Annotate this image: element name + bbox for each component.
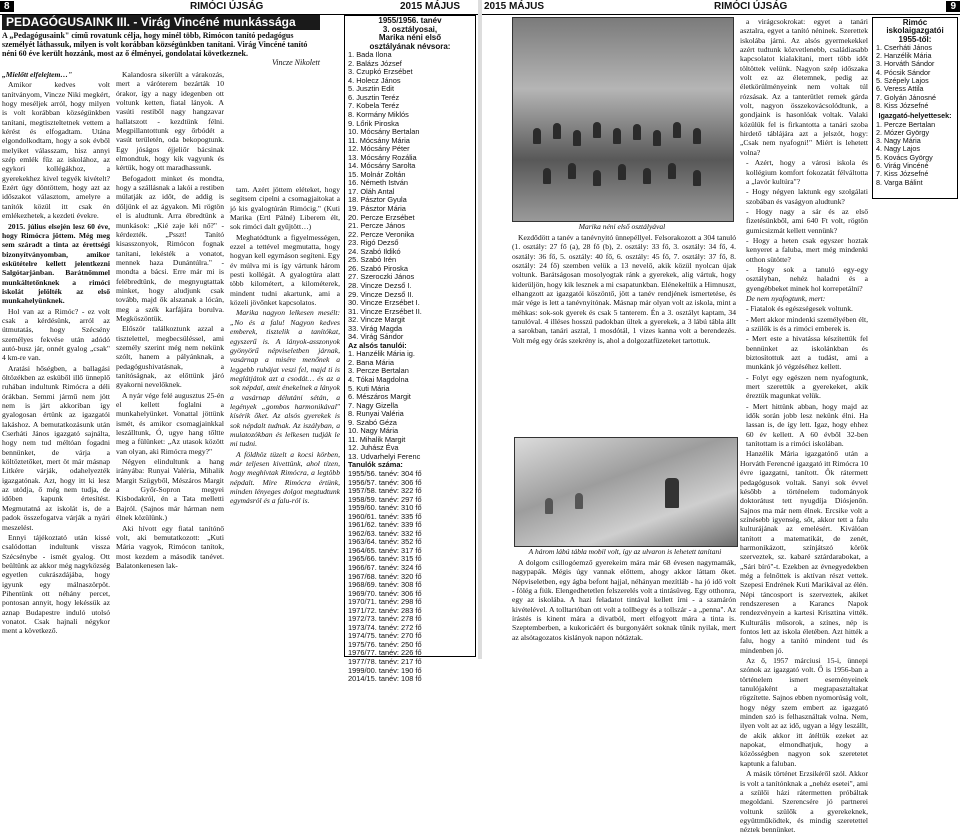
photo-caption: A három lábú tábla mobil volt, így az ulvaron is lehetett tanítani — [528, 547, 722, 556]
box-title-line: osztályának névsora: — [369, 41, 451, 51]
list-entry: 26. Szabó Piroska — [348, 263, 408, 273]
list-entry: 1977/78. tanév: 217 fő — [348, 657, 422, 667]
paragraph: a virágcsokrokat: egyet a tanári asztalra, egyet a tanító néninek. Szerettek iskolába járni. Az alsós gyermekekkel azért tudtunk közvetlenebb, családiasabb kapcsolatot kialakítani, mert több időt töltöttek velünk. Nagyon szép időszaka volt ez az életemnek, pedig az életkörülményeink nem voltak túl rózsásak. Az a tanterütlet remek gárda volt, nagyon összekovácsolódtunk, a gondjaink is hasonlóak voltak. Valaki közülük fel is firkantotta a tanári szoba hirdető táblájára azt a jelszót, hogy: „Csak nem nyafogni!" Miért is lehetett volna? — [740, 17, 868, 157]
student-count-list — [348, 470, 472, 684]
list-entry: 18. Pásztor Gyula — [348, 195, 407, 205]
left-page — [0, 0, 478, 684]
class-list-box — [344, 15, 476, 684]
photo-caption: Marika néni első osztályával — [578, 222, 666, 231]
list-entry: 1999/00. tanév: 190 fő — [348, 665, 422, 675]
paragraph: Kalandosra sikerült a várakozás, mert a váróterem bezárták 10 órakor, így a nagy idegenben ott voltunk ketten, fiatal lányok. A vasúti restiből nagy hangzavar hallatszott - kezdtünk félni. Megpillantottunk egy őrbódét a vasút területén, oda bekopogtunk. Egy jóságos éjjeliőr bácsinak elmondtuk, hogy kik vagyunk és kértük, hogy ott maradhassunk. — [116, 70, 224, 173]
list-entry: 1968/69. tanév: 308 fő — [348, 580, 422, 590]
list-entry: 1. Hanzélik Mária ig. — [348, 349, 415, 359]
list-entry: 5. Jusztin Edit — [348, 84, 395, 94]
list-item: - Fiatalok és egészségesek voltunk. — [746, 304, 853, 314]
list-entry: 5. Kovács György — [876, 152, 933, 162]
list-entry: 2. Bana Mária — [348, 357, 395, 367]
subheading: „Mielőtt elfelejtem…" — [2, 70, 73, 79]
paragraph: Először találkoztunk azzal a tisztelettel, megbecsüléssel, ami személy szerint még nem nekünk szólt, hanem a pályánknak, a pedagógushivatásnak, a tanítóságnak, az előttünk járó gyakorni nevelőknek. — [116, 324, 224, 390]
page-number: 9 — [946, 1, 960, 12]
list-entry: 1966/67. tanév: 324 fő — [348, 563, 422, 572]
list-entry: 21. Percze János — [348, 221, 406, 231]
list-entry: 10. Nagy Mária — [348, 426, 399, 436]
list-entry: 13. Mócsány Rozália — [348, 152, 417, 162]
paragraph: A másik történet Erzsikéről szól. Akkor is volt a tanítónknak a „nehéz esetei", ami a szülői házi rátermetten próbáltak megoldani. Szerencsére jó partnerei voltunk szülők a gyerekeknek, együttműködtek, és mindig szeretettel néztek bennünket. — [740, 769, 868, 835]
list-item: - Hogy nagy a sár és az első fizetésünkből, ami 640 Ft volt, rögtön gumicsizmát kellett vennünk? — [746, 206, 868, 235]
list-entry: 1964/65. tanév: 317 fő — [348, 545, 422, 555]
header-publication: RIMÓCI ÚJSÁG — [714, 1, 788, 12]
list-entry: 16. Németh István — [348, 178, 408, 188]
left-page-header — [0, 0, 478, 15]
paragraph: Hanzélik Mária igazgatónő után a Horváth Ferencné igazgató itt Rimócra 10 évre igazgatni, tanított. Ők rátermett pedagógusok voltak. Sanyi sok évvel később a történelem tudományok doktorátust tett nyugdíja Diósjenőn. Sajnos ma már nem élnek. Ercsike volt a színésebb igyenség, sőt, akkor tett a falu kulturájának az emelésért. Kiválóan tanított a matematikát, de zenét, harmonikázott, színjátszó körök szerveztek, sz. kabaré sztárdarabokat, a „Sári bíró"-t. Ezekben az évnegyedekben még a felnőttek is aktívan részt vettek. Szepesi Endrének Kuti Marikával az élén. Népi táncosport is szerveztek, akiket rendszeresen a Karancs Napok rendezvényein a kartesi Krisztina vitték. Kulturális műsorok, a színes, nép is fontos lett az iskola életében. Azt hitték a falu, hogy a tanító mindent tud és mindenben jó. — [740, 449, 868, 655]
box-title-line: Marika néni első — [378, 33, 442, 43]
list-entry: 7. Nagy Gizella — [348, 400, 399, 410]
list-entry: 1967/68. tanév: 320 fő — [348, 571, 422, 581]
list-entry: 15. Molnár Zoltán — [348, 169, 406, 179]
classroom-photo — [514, 437, 738, 547]
list-entry: 4. Pócsik Sándor — [876, 67, 931, 77]
list-item: - Hogy a heten csak egyszer hoztak kenyeret a faluba, mert még mindenki otthon sütötte? — [746, 235, 868, 264]
teacher-list-title: Az alsós tanulói: — [348, 340, 407, 350]
article-column-2 — [116, 70, 224, 655]
list-entry: 31. Vincze Erzsébet II. — [348, 306, 422, 316]
header-issue: 2015 MÁJUS — [400, 1, 461, 12]
paragraph: tam. Azért jöttem eléteket, hogy segítsem cipelni a csomagjaitokat a jó kis gyalogtúrán Rimócig." (Kuti Marika (Ertl Pálné) Liberem élt, sok rimóci dalt gyűjtött…) — [230, 185, 340, 232]
list-item: - Mert akkor mindenki személyében élt, a szülők is és a rimóci emberek is. — [746, 314, 868, 333]
list-entry: 4. Holecz János — [348, 75, 401, 85]
list-entry: 1955/56. tanév: 304 fő — [348, 468, 422, 478]
list-entry: 4. Tókai Magdolna — [348, 374, 409, 384]
list-entry: 1969/70. tanév: 306 fő — [348, 588, 422, 598]
list-entry: 19. Pásztor Mária — [348, 204, 406, 214]
article-column-1 — [2, 70, 110, 655]
list-entry: 8. Kormány Miklós — [348, 110, 409, 120]
box-title-line: 1955-től: — [898, 34, 932, 44]
list-entry: 13. Udvarhelyi Ferenc — [348, 451, 421, 461]
paragraph: Ennyi tájékoztató után kissé csalódottan indultunk vissza Szécsénybe - ismét gyalog. Ott beültünk az akkor még nagyközség egyetlen cukrászdájába, hogy igyunk egy málnaszörpöt. Pihentünk ott néhány percet, pontosan annyit, hogy lekéssük az aznap Budapestre induló utolsó vonatot. Csak hajnali négykor ment a következő. — [2, 532, 110, 636]
list-entry: 6. Mészáros Margit — [348, 392, 411, 402]
list-entry: 20. Percze Erzsébet — [348, 212, 415, 222]
paragraph: Aratási hőségben, a ballagási öltözékben az esküből illő ünneplő ruhában indultunk Rimócra a déli órákban. Semmi jármű nem jött nem is járt akkoriban így gyalogosan értünk az igazgatói lakáshoz. A bemutatkozásunk után Cserháti János igazgató sajnálta, hogy nem tud méltóan fogadni bennünket, de várja a költöztetőket, mert öt már másnap Litkére várják, odahelyezték igazgatónak. Azt, hogy itt ki lesz az utódja, ő még nem tudja, de időben kapunk értesítést. Megmutatná az iskolát is, de a padok összefogatva várják a nyári meszelést. — [2, 363, 110, 532]
paragraph: Befogadott minket és mondta, hogy a szállásnak a lakói a restiben múlatják az időt, de addig is dőljünk el az ágyakon. Mi rögtön el is aludtunk. Arra ébredtünk a munkások: „Kié zaje kéi nő?" - kérdezték. „Psszt! Tanító kisasszonyok, Rimócon fognak tanítani, lekésték a vonatot, mennek haza Dunántúlra." - mondta a bácsi. Erre már mi is felébredtünk, de megnyugtattak minket, hogy aludjunk csak tovább, majd ők alszanak a lócán, meg a szék karfájára borulva. Megköszöntük. — [116, 173, 224, 323]
list-entry: 29. Vincze Dezső II. — [348, 289, 414, 299]
article-column-3 — [230, 185, 340, 655]
paragraph: 2015. július elsején lesz 60 éve, hogy Rimócra jöttem. Még meg sem száradt a tinta az érettségi bizonyítványomban, amikor eskütételre kellett jelentkezni Salgótarjánban. Barátnőmmel munkáltetőnknek a rimóci iskolát jelölték az első munkahelyünknek. — [2, 221, 110, 306]
paragraph: Az ő, 1957 márciusi 15-i, ünnepi szónok az igazgató volt. Ő is 1956-ban a történelem ismert eseményeinek tanulójaként a megtapasztaltakat rögzítette. Sajnos ebben nyomorúság volt, hogy négy szem embert az igazgató minden szó is felhasználtak volna. Nem, ilyen volt az az idő, ugyan a légy leszállt, de akik akkor itt átéltük ezeket az napokat, elmondhatjuk, hogy a közösségben nagyon sok szeretetet kaptunk a faluban. — [740, 656, 868, 768]
list-entry: 22. Percze Veronika — [348, 229, 415, 239]
paragraph: Négyen elindultunk a hang irányába: Runyai Valéria, Mihalik Margit Szügyből, Mészáros Margit a Győr-Sopron megyei Kisbodakról, én a Tata melletti Bajról. (Sajnos már hárman nem élnek közülünk.) — [116, 457, 224, 523]
list-entry: 3. Horváth Sándor — [876, 59, 935, 69]
list-entry: 1976/77. tanév: 226 fő — [348, 648, 422, 658]
list-entry: 8. Varga Bálint — [876, 177, 923, 187]
box-title-line: 1955/1956. tanév — [378, 16, 442, 25]
list-entry: 3. Percze Bertalan — [348, 366, 409, 376]
page-number: 8 — [0, 1, 14, 12]
list-item: - Hogy sok a tanuló egy-egy osztályban, nehéz haladni és a gyengébbeket minek hol korrepetálni? — [746, 264, 868, 293]
list-entry: 2. Hanzélik Mária — [876, 51, 932, 61]
list-entry: 5. Szépely Lajos — [876, 76, 929, 86]
paragraph: Meghatódtunk a figyelmességen, ezzel a tettével megmutatta, hogy hogyan kell egymáson segíteni. Egy év múlva mi is így vártunk három pesti kollégát. A gyalogtúra alatt több kilométert, a kilométerek, mindent tudni akartunk, ami a közeli jövőnket kapcsolatos. — [230, 232, 340, 308]
paragraph: A dolgom csillogóemző gyerekeim mára már 68 évesen nagymamák, nagypapák. Mégis úgy vannak előttem, ahogy akkor láttam őket. Népviseletben, egy ágba befont hajjal, néhányan mezítláb - ha jó idő volt - fölég a fiúk. Elengedhetetlen felszerelés volt a tintásüveg. Egy otthonra, egy az iskolába. A hazi feladatot tintával kellett írni - a szamárón kivételével. A tolltartóban ott volt a tollbegy és a tollszár - a „penna". Az írástés is kinent mára a divatból, mert elfogyott mára a tinta is. Szeptemberben, a kukoricáért és burgonyáért soknak tűnik nyilak, mert az alsótagozatos kislányok napon nótáztak. — [512, 558, 736, 642]
deputies-list — [876, 121, 954, 187]
article-column-mid-lower — [512, 558, 736, 657]
list-entry: 7. Kiss Józsefné — [876, 169, 929, 179]
list-entry: 1956/57. tanév: 306 fő — [348, 477, 422, 487]
list-entry: 1957/58. tanév: 322 fő — [348, 486, 422, 496]
list-entry: 1. Cserháti János — [876, 42, 932, 52]
list-entry: 1975/76. tanév: 250 fő — [348, 639, 422, 649]
list-entry: 34. Virág Sándor — [348, 332, 404, 342]
list-entry: 25. Szabó Irén — [348, 255, 397, 265]
right-page-header — [482, 0, 960, 15]
list-entry: 7. Golyán Jánosné — [876, 92, 936, 102]
header-issue: 2015 MÁJUS — [484, 1, 545, 12]
list-entry: 1971/72. tanév: 283 fő — [348, 605, 422, 615]
list-entry: 2. Mózer György — [876, 127, 930, 137]
list-entry: 1972/73. tanév: 278 fő — [348, 614, 422, 624]
list-item: - Azért, hogy a városi iskola és kollégium komfort fokozatát félváltotta a „lavór kultúra"? — [746, 158, 868, 186]
list-entry: 23. Rigó Dezső — [348, 238, 399, 248]
list-entry: 14. Mócsány Sarolta — [348, 161, 416, 171]
list-item: - Folyt egy egészen nem nyafogtunk, mert szerettük a gyerekeket, akik éreztük magunkat velük. — [746, 372, 868, 401]
student-list — [348, 51, 472, 342]
article-column-mid — [512, 233, 736, 433]
list-entry: 1958/59. tanév: 297 fő — [348, 494, 422, 504]
directors-list — [876, 44, 954, 110]
paragraph: Aki hívott egy fiatal tanítónő volt, aki bemutatkozott: „Kuti Mária vagyok, Rimócon tanítok, most kezdem a második tanévet. Balatonkenesen lak- — [116, 523, 224, 570]
list-entry: 9. Szabó Géza — [348, 417, 397, 427]
paragraph: Kezdődött a tanév a tanévnyitó ünnepéllyel. Felsorakozott a 304 tanuló (1. osztály: 27 fő (a), 28 fő (b), 2. osztály: 33 fő, 3. osztály: 34 fő, 4. osztály: 36 fő, 5. osztály: 40 fő, 6. osztály: 45 fő, 7. osztály: 37 fő, 8. osztály: 24 fő) szemben velük a 13 nevelő, akik közül nyolcan újak voltunk. Barátságosan mosolyogtak ránk a gyerekek, alig vártuk, hogy kiderüljön, hogy kik lesznek a mi csapatunkban. Elénekeltük a Himnuszt, elhangzott az igazgatói köszöntő, jött a tanév rendjének ismertetése, és már vége is lett a tanévnyitónak. Másnap már olyan volt az iskola, mint a méhkas: sok-sok gyerek és csak 5 tanterem. Én a 3. osztályt kaptam, 34 tanulóval. 4 illéses hosszú padokban ültek a gyerekek, a 3 lábú tábla állt a sarokban, tanári asztal, 1 mosdótál, 1 vizes kanna volt a berendezés. Volt még egy órás szekrény is, ahol a dolgozatfüzeteket tartottuk. — [512, 233, 736, 345]
list-entry: 24. Szabó Ildikó — [348, 246, 401, 256]
list-entry: 1. Bada Ilona — [348, 50, 392, 60]
list-entry: 28. Vincze Dezső I. — [348, 280, 412, 290]
list-entry: 5. Kuti Mária — [348, 383, 390, 393]
list-entry: 2014/15. tanév: 108 fő — [348, 674, 422, 684]
list-entry: 8. Kiss Józsefné — [876, 100, 929, 110]
list-entry: 11. Mócsány Mária — [348, 135, 410, 145]
paragraph: Marika nagyon lelkesen mesélt: „No és a falu! Nagyon kedves emberek, tisztelik a tanítókat, egyszerű is. A lányok-asszonyok gyönyörű népviseletben járnak, vasárnap a misére menőnek a leggebb ruhájat veszi fel, majd ti is meglátjátok azt a csodát… és az a sok népdal, amit énekelnek a lányok a vasárnap délutáni sétán, a legények „gombos harmonikával" kísérik őket. Az alsós gyerekek is sok népdalt tudnak. Az iszályban, a mulatozókban és lelkesen tudják le mi tudni. — [230, 308, 340, 449]
right-page — [482, 0, 960, 835]
class-photo — [512, 17, 734, 222]
list-entry: 1965/66. tanév: 315 fő — [348, 554, 422, 564]
list-entry: 17. Oláh Antal — [348, 186, 395, 196]
list-entry: 4. Nagy Lajos — [876, 144, 920, 154]
article-lead — [2, 31, 320, 67]
deputies-title: Igazgató-helyettesek: — [878, 111, 952, 121]
list-entry: 1960/61. tanév: 335 fő — [348, 511, 422, 521]
list-entry: 32. Vincze Margit — [348, 315, 405, 325]
list-entry: 3. Nagy Mária — [876, 136, 921, 146]
header-publication: RIMÓCI ÚJSÁG — [190, 1, 264, 12]
list-entry: 7. Kobela Teréz — [348, 101, 400, 111]
list-entry: 30. Vincze Erzsébet I. — [348, 298, 420, 308]
list-entry: 3. Czupkó Erzsébet — [348, 67, 413, 77]
directors-box — [872, 17, 958, 199]
paragraph: A nyár vége felé augusztus 25-én el kellett foglalni a munkahelyünket. Vonattal jöttünk ismét, és amikor csomagjainkkal leszálltunk, Ó, ugye hang tőltte meg a fülünket: „Az utasok között van olyan, aki Rimócra megy?" — [116, 390, 224, 456]
list-entry: 1970/71. tanév: 298 fő — [348, 597, 422, 607]
list-entry: 6. Virág Vincéné — [876, 161, 929, 171]
list-entry: 10. Mócsány Bertalan — [348, 127, 420, 137]
list-entry: 1963/64. tanév: 352 fő — [348, 537, 422, 547]
list-entry: 1. Percze Bertalan — [876, 119, 936, 129]
list-item: - Mert este a hivatássa készítettük fel bennünket az iskolánkban és biztosítottuk azt a tudást, ami a munkánk jó végzéséhez kellett. — [746, 334, 868, 372]
list-item: - Hogy négyen laktunk egy szolgálati szobában és vaságyon aludtunk? — [746, 187, 868, 206]
list-entry: 27. Szeroczki János — [348, 272, 415, 282]
paragraph: Hol van az a Rimóc? - ez volt csak a kérdésünk, arról az útmutatás, hogy Szécsény személyes fekvése után adódó autó-busz jár, onnét gyalog „csak" 4 km-re van. — [2, 306, 110, 363]
list-entry: 12. Mócsány Péter — [348, 144, 410, 154]
list-entry: 11. Mihalik Margit — [348, 434, 406, 444]
list-entry: 1962/63. tanév: 332 fő — [348, 528, 422, 538]
teacher-list — [348, 350, 472, 461]
byline: Vincze Nikolett — [271, 58, 320, 67]
paragraph: A földhöz tüzelt a kocsi körben, már teljesen kivettünk, ahol tízen, hogy meghívtak Rimócra, a legtöbb népdalt. Mire Rimócra értünk, minden lényeges dolgot megtudtunk egymásról és a falu-ról is. — [230, 449, 340, 506]
list-entry: 6. Jusztin Teréz — [348, 92, 400, 102]
list-entry: 8. Runyai Valéria — [348, 409, 404, 419]
list-entry: 1959/60. tanév: 310 fő — [348, 503, 422, 513]
article-title: PEDAGÓGUSAINK III. - Virág Vincéné munkássága — [2, 15, 320, 30]
student-count-title: Tanulók száma: — [348, 460, 403, 470]
article-column-right — [740, 17, 868, 835]
list-entry: 33. Virág Magda — [348, 323, 403, 333]
box-title-line: 3. osztályosai, — [382, 24, 438, 34]
lead-text: A „Pedagógusaink" című rovatunk célja, hogy minél több, Rimócon tanító pedagógus személyét láthassuk, milyen is volt korábban községünkben tanítani. Virág Vincéné tanító néni 60 éve került hozzánk, most az ő élményei, gondolatai következnek. — [2, 31, 308, 58]
box-title-line: Rimóc iskolaigazgatói — [886, 18, 944, 36]
list-entry: 1961/62. tanév: 339 fő — [348, 520, 422, 530]
paragraph: Amikor kedves volt tanítványom, Vincze Niki megkért, hogy meséljek arról, hogy milyen is volt korábban községünkben tanítani, megtiszteltetnek vettem a kérést és elfogadtam. Utána elgondolkodtam, hogy a sok évből melyiket válasszam, hisz annyi szép emlék fűz az iskolához, az egykori kollégákhoz, a gyerekekhez kivel tegyék kivételt? Ezért úgy döntöttem, hogy azt az időszakot választom, amelyre a tanítók közül itt csak én emlékezhetek, a kezdeti évekre. — [2, 80, 110, 221]
list-entry: 2. Balázs József — [348, 58, 402, 68]
list-entry: 1974/75. tanév: 270 fő — [348, 631, 422, 641]
list-entry: 1973/74. tanév: 272 fő — [348, 622, 422, 632]
list-item: - Mert hittünk abban, hogy majd az idők során jobb lesz nekünk élni. Ha lassan is, de így lett. Igaz, hogy ehhez 60 év kellett. A 60 évből 32-ben tanítottam is a rimóci iskolában. — [746, 401, 868, 449]
list-entry: 6. Veress Attila — [876, 84, 924, 94]
list-entry: 9. Lőrik Piroska — [348, 118, 399, 128]
paragraph: De nem nyafogtunk, mert: — [746, 293, 826, 303]
list-entry: 12. Juhász Éva — [348, 443, 399, 453]
